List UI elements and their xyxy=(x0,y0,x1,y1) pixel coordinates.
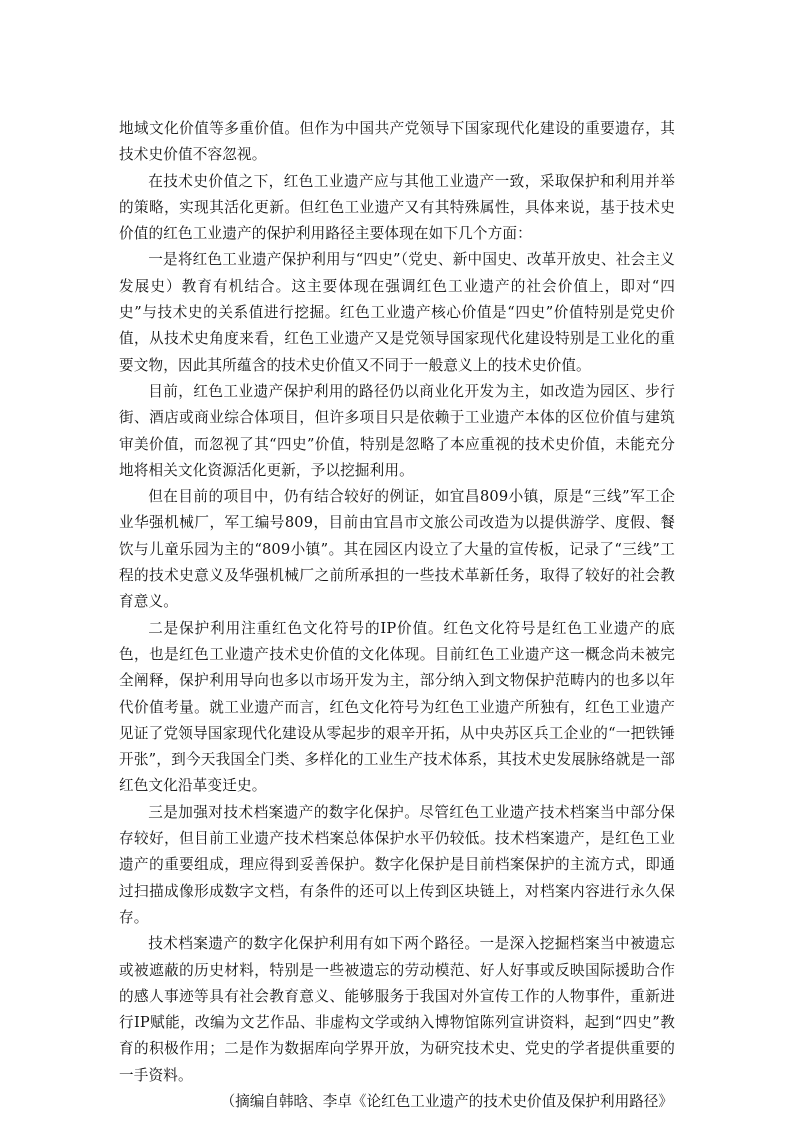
paragraph-strategy-intro: 在技术史价值之下，红色工业遗产应与其他工业遗产一致，采取保护和利用并举的策略，实现其活化更新。但红色工业遗产又有其特殊属性，具体来说，基于技术史价值的红色工业遗产的保护利用路径主要体现在如下几个方面： xyxy=(119,172,675,243)
paragraph-point-one: 一是将红色工业遗产保护利用与“四史”（党史、新中国史、改革开放史、社会主义发展史）教育有机结合。这主要体现在强调红色工业遗产的社会价值上，即对“四史”与技术史的关系值进行挖掘。红色工业遗产核心价值是“四史”价值特别是党史价值，从技术史角度来看，红色工业遗产又是党领导国家现代化建设特别是工业化的重要文物，因此其所蕴含的技术史价值又不同于一般意义上的技术史价值。 xyxy=(119,251,675,374)
document-page xyxy=(119,116,675,1115)
paragraph-continuation: 地域文化价值等多重价值。但作为中国共产党领导下国家现代化建设的重要遗存，其技术史价值不容忽视。 xyxy=(119,120,675,164)
source-citation: （摘编自韩晗、李卓《论红色工业遗产的技术史价值及保护利用路径》 xyxy=(220,1092,673,1110)
paragraph-point-three: 三是加强对技术档案遗产的数字化保护。尽管红色工业遗产技术档案当中部分保存较好，但目前工业遗产技术档案总体保护水平仍较低。技术档案遗产，是红色工业遗产的重要组成，理应得到妥善保护。数字化保护是目前档案保护的主流方式，即通过扫描成像形成数字文档，有条件的还可以上传到区块链上，对档案内容进行永久保存。 xyxy=(119,803,675,926)
paragraph-current-paths: 目前，红色工业遗产保护利用的路径仍以商业化开发为主，如改造为园区、步行街、酒店或商业综合体项目，但许多项目只是依赖于工业遗产本体的区位价值与建筑审美价值，而忽视了其“四史”价值，特别是忽略了本应重视的技术史价值，未能充分地将相关文化资源活化更新，予以挖掘利用。 xyxy=(119,382,675,479)
paragraph-point-two: 二是保护利用注重红色文化符号的IP价值。红色文化符号是红色工业遗产的底色，也是红色工业遗产技术史价值的文化体现。目前红色工业遗产这一概念尚未被完全阐释，保护利用导向也多以市场开发为主，部分纳入到文物保护范畴内的也多以年代价值考量。就工业遗产而言，红色文化符号为红色工业遗产所独有，红色工业遗产见证了党领导国家现代化建设从零起步的艰辛开拓，从中央苏区兵工企业的“一把铁锤开张”，到今天我国全门类、多样化的工业生产技术体系，其技术史发展脉络就是一部红色文化沿革变迁史。 xyxy=(119,619,675,795)
paragraph-example-809: 但在目前的项目中，仍有结合较好的例证，如宜昌809小镇，原是“三线”军工企业华强机械厂，军工编号809，目前由宜昌市文旅公司改造为以提供游学、度假、餐饮与儿童乐园为主的“809小镇”。其在园区内设立了大量的宣传板，记录了“三线”工程的技术史意义及华强机械厂之前所承担的一些技术革新任务，取得了较好的社会教育意义。 xyxy=(119,488,675,611)
paragraph-digital-paths: 技术档案遗产的数字化保护利用有如下两个路径。一是深入挖掘档案当中被遗忘或被遮蔽的历史材料，特别是一些被遗忘的劳动模范、好人好事或反映国际援助合作的感人事迹等具有社会教育意义、能够服务于我国对外宣传工作的人物事件，重新进行IP赋能，改编为文艺作品、非虚构文学或纳入博物馆陈列宣讲资料，起到“四史”教育的积极作用；二是作为数据库向学界开放，为研究技术史、党史的学者提供重要的一手资料。 xyxy=(119,935,675,1084)
